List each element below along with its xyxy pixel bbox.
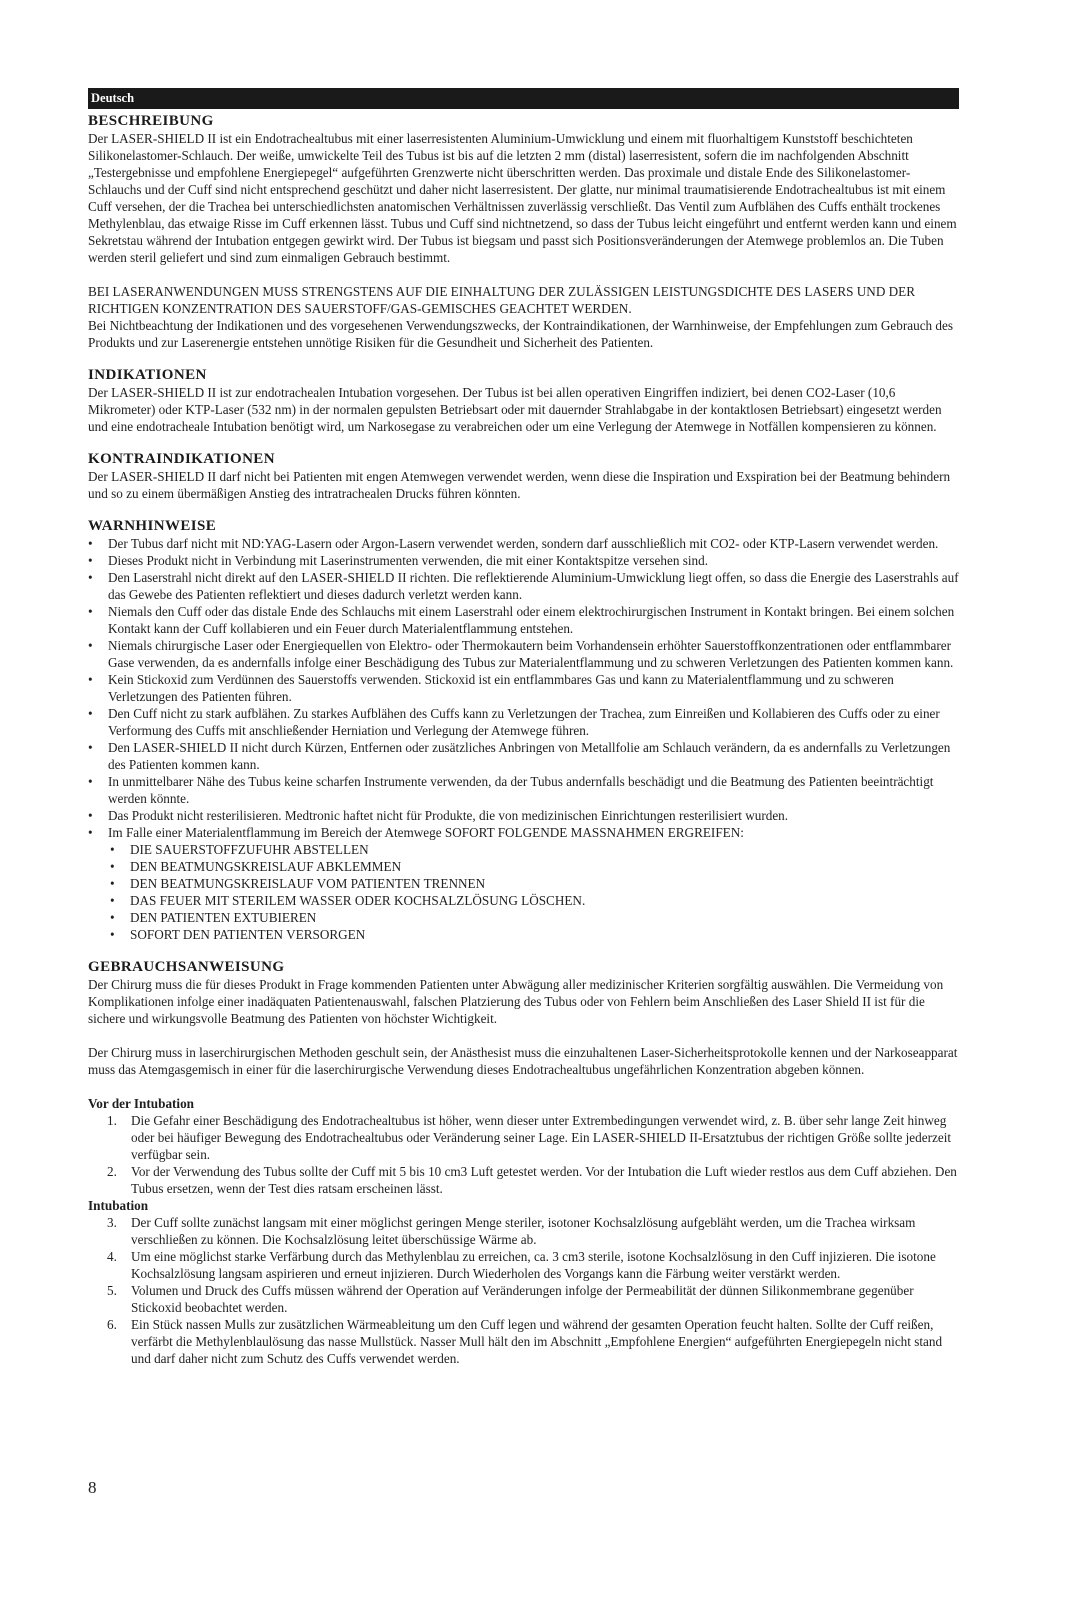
section-gebrauchsanweisung <box>88 959 959 1367</box>
list-item: • DAS FEUER MIT STERILEM WASSER ODER KOCHSALZLÖSUNG LÖSCHEN. <box>110 892 959 909</box>
document-page <box>88 88 959 1383</box>
emergency-sublist <box>88 841 959 943</box>
paragraph: Der LASER-SHIELD II ist zur endotrachealen Intubation vorgesehen. Der Tubus ist bei allen operativen Eingriffen indiziert, bei denen CO2-Laser (10,6 Mikrometer) oder KTP-Laser (532 nm) in der normalen gepulsten Betriebsart oder mit dauernder Strahlabgabe in der kontaktlosen Betriebsart) eingesetzt werden und eine endotracheale Intubation benötigt wird, um Narkosegase zu verabreichen oder um eine Verlegung der Atemwege in Notfällen kompensieren zu können. <box>88 385 942 434</box>
step-text: Volumen und Druck des Cuffs müssen während der Operation auf Veränderungen infolge der Permeabilität der dünnen Silikonmembrane gegenüber Stickoxid beobachtet werden. <box>131 1283 914 1315</box>
list-item <box>88 1282 959 1316</box>
list-item <box>88 1214 959 1248</box>
step-text: Ein Stück nassen Mulls zur zusätzlichen Wärmeableitung um den Cuff legen und während der gesamten Operation feucht halten. Sollte der Cuff reißen, verfärbt die Methylenblaulösung das nasse Mullstück. Nasser Mull hält den im Abschnitt „Empfohlene Energien“ aufgeführten Energiepegeln nicht stand und darf daher nicht zum Schutz des Cuffs verwendet werden. <box>131 1317 943 1366</box>
paragraph: Der Chirurg muss in laserchirurgischen Methoden geschult sein, der Anästhesist muss die einzuhaltenen Laser-Sicherheitsprotokolle kennen und der Narkoseapparat muss das Atemgasgemisch in einer für die laserchirurgische Verwendung dieses Endotrachealtubus ungefährlichen Konzentration abgeben können. <box>88 1045 958 1077</box>
list-item <box>88 1163 959 1197</box>
section-indikationen <box>88 367 959 435</box>
list-item <box>88 1316 959 1367</box>
steps-intubation <box>88 1214 959 1367</box>
list-item: • Das Produkt nicht resterilisieren. Medtronic haftet nicht für Produkte, die von medizinischen Einrichtungen resterilisiert wurden. <box>88 807 959 824</box>
step-number: 5. <box>107 1283 117 1298</box>
list-item: • Im Falle einer Materialentflammung im Bereich der Atemwege SOFORT FOLGENDE MASSNAHMEN ERGREIFEN: <box>88 824 959 841</box>
heading-warnhinweise: WARNHINWEISE <box>88 518 217 534</box>
list-item: • DIE SAUERSTOFFZUFUHR ABSTELLEN <box>110 841 959 858</box>
list-item: • Den Laserstrahl nicht direkt auf den LASER-SHIELD II richten. Die reflektierende Aluminium-Umwicklung liegt offen, so dass die Energie des Laserstrahls auf das Gewebe des Patienten reflektiert und dieses dadurch verletzt werden kann. <box>88 569 959 603</box>
warning-list <box>88 535 959 841</box>
list-item <box>88 1112 959 1163</box>
list-item: • Der Tubus darf nicht mit ND:YAG-Lasern oder Argon-Lasern verwendet werden, sondern darf ausschließlich mit CO2- oder KTP-Lasern verwendet werden. <box>88 535 959 552</box>
heading-gebrauchsanweisung: GEBRAUCHSANWEISUNG <box>88 959 285 975</box>
step-text: Um eine möglichst starke Verfärbung durch das Methylenblau zu erreichen, ca. 3 cm3 sterile, isotone Kochsalzlösung in den Cuff injizieren. Die isotone Kochsalzlösung langsam aspirieren und erneut injizieren. Durch Wiederholen des Vorgangs kann die Färbung weiter verstärkt werden. <box>131 1249 936 1281</box>
step-number: 3. <box>107 1215 117 1230</box>
paragraph: Der Chirurg muss die für dieses Produkt in Frage kommenden Patienten unter Abwägung aller medizinischer Kriterien sorgfältig auswählen. Die Vermeidung von Komplikationen infolge einer inadäquaten Patientenauswahl, falschen Platzierung des Tubus oder von Fehlern beim Anschließen des Laser Shield II ist für die sichere und wirkungsvolle Beatmung des Patienten von höchster Wichtigkeit. <box>88 977 944 1026</box>
subheading-vor-der-intubation: Vor der Intubation <box>88 1096 195 1111</box>
list-item: • DEN PATIENTEN EXTUBIEREN <box>110 909 959 926</box>
list-item: • DEN BEATMUNGSKREISLAUF VOM PATIENTEN TRENNEN <box>110 875 959 892</box>
list-item: • In unmittelbarer Nähe des Tubus keine scharfen Instrumente verwenden, da der Tubus andernfalls beschädigt und die Beatmung des Patienten beeinträchtigt werden könnte. <box>88 773 959 807</box>
list-item: • DEN BEATMUNGSKREISLAUF ABKLEMMEN <box>110 858 959 875</box>
paragraph: Bei Nichtbeachtung der Indikationen und des vorgesehenen Verwendungszwecks, der Kontraindikationen, der Warnhinweise, der Empfehlungen zum Gebrauch des Produkts und zur Laserenergie entstehen unnötige Risiken für die Gesundheit und Sicherheit des Patienten. <box>88 318 954 350</box>
list-item <box>88 1248 959 1282</box>
section-beschreibung <box>88 113 959 351</box>
heading-kontraindikationen: KONTRAINDIKATIONEN <box>88 451 275 467</box>
list-item: • SOFORT DEN PATIENTEN VERSORGEN <box>110 926 959 943</box>
paragraph: Der LASER-SHIELD II darf nicht bei Patienten mit engen Atemwegen verwendet werden, wenn diese die Inspiration und Exspiration bei der Beatmung behindern und so zu einem übermäßigen Anstieg des intratrachealen Drucks führen könnten. <box>88 469 951 501</box>
list-item: • Niemals chirurgische Laser oder Energiequellen von Elektro- oder Thermokautern beim Vorhandensein erhöhter Sauerstoffkonzentrationen oder entflammbarer Gase verwenden, da es andernfalls infolge einer Beschädigung des Tubus zur Materialentflammung und zu schweren Verletzungen des Patienten kommen kann. <box>88 637 959 671</box>
step-text: Der Cuff sollte zunächst langsam mit einer möglichst geringen Menge steriler, isotoner Kochsalzlösung aufgebläht werden, um die Trachea wirksam verschließen zu können. Die Kochsalzlösung leitet überschüssige Wärme ab. <box>131 1215 916 1247</box>
list-item: • Kein Stickoxid zum Verdünnen des Sauerstoffs verwenden. Stickoxid ist ein entflammbares Gas und kann zu Materialentflammung und zu schweren Verletzungen des Patienten führen. <box>88 671 959 705</box>
step-number: 6. <box>107 1317 117 1332</box>
section-kontraindikationen <box>88 451 959 502</box>
heading-beschreibung: BESCHREIBUNG <box>88 113 214 129</box>
step-text: Vor der Verwendung des Tubus sollte der Cuff mit 5 bis 10 cm3 Luft getestet werden. Vor der Intubation die Luft wieder restlos aus dem Cuff abziehen. Den Tubus ersetzen, wenn der Test dies ratsam erscheinen lässt. <box>131 1164 957 1196</box>
page-number: 8 <box>88 1478 97 1497</box>
steps-vor-der-intubation <box>88 1112 959 1197</box>
step-number: 2. <box>107 1164 117 1179</box>
heading-indikationen: INDIKATIONEN <box>88 367 207 383</box>
list-item: • Den Cuff nicht zu stark aufblähen. Zu starkes Aufblähen des Cuffs kann zu Verletzungen der Trachea, zum Einreißen und Kollabieren des Cuffs oder zu einer Verformung des Cuffs mit anschließender Herniation und Verlegung der Atemwege führen. <box>88 705 959 739</box>
step-number: 4. <box>107 1249 117 1264</box>
list-item: • Den LASER-SHIELD II nicht durch Kürzen, Entfernen oder zusätzliches Anbringen von Metallfolie am Schlauch verändern, da es andernfalls zu Verletzungen des Patienten kommen kann. <box>88 739 959 773</box>
language-bar: Deutsch <box>88 88 959 109</box>
paragraph: Der LASER-SHIELD II ist ein Endotrachealtubus mit einer laserresistenten Aluminium-Umwicklung und einem mit fluorhaltigem Kunststoff beschichteten Silikonelastomer-Schlauch. Der weiße, umwickelte Teil des Tubus ist bis auf die letzten 2 mm (distal) laserresistent, sofern die im nachfolgenden Abschnitt „Testergebnisse und empfohlene Energiepegel“ aufgeführten Grenzwerte nicht überschritten werden. Das proximale und distale Ende des Silikonelastomer-Schlauchs und der Cuff sind nicht entsprechend geschützt und daher nicht laserresistent. Der glatte, nur minimal traumatisierende Endotrachealtubus ist mit einem Cuff versehen, der die Trachea bei unterschiedlichsten anatomischen Verhältnissen zuverlässig verschließt. Das Ventil zum Aufblähen des Cuffs enthält trockenes Methylenblau, das etwaige Risse im Cuff erkennen lässt. Tubus und Cuff sind nichtnetzend, so dass der Tubus leicht eingeführt und entfernt werden kann und einem Sekretstau während der Intubation entgegen gewirkt wird. Der Tubus ist biegsam und passt sich Positionsveränderungen der Atemwege problemlos an. Die Tuben werden steril geliefert und sind zum einmaligen Gebrauch bestimmt. <box>88 131 957 265</box>
paragraph: BEI LASERANWENDUNGEN MUSS STRENGSTENS AUF DIE EINHALTUNG DER ZULÄSSIGEN LEISTUNGSDICHTE DES LASERS UND DER RICHTIGEN KONZENTRATION DES SAUERSTOFF/GAS-GEMISCHES GEACHTET WERDEN. <box>88 284 916 316</box>
subheading-intubation: Intubation <box>88 1198 149 1213</box>
step-number: 1. <box>107 1113 117 1128</box>
section-warnhinweise <box>88 518 959 943</box>
list-item: • Dieses Produkt nicht in Verbindung mit Laserinstrumenten verwenden, die mit einer Kontaktspitze versehen sind. <box>88 552 959 569</box>
list-item: • Niemals den Cuff oder das distale Ende des Schlauchs mit einem Laserstrahl oder einem elektrochirurgischen Instrument in Kontakt bringen. Bei einem solchen Kontakt kann der Cuff kollabieren und ein Feuer durch Materialentflammung entstehen. <box>88 603 959 637</box>
step-text: Die Gefahr einer Beschädigung des Endotrachealtubus ist höher, wenn dieser unter Extrembedingungen verwendet wird, z. B. über sehr lange Zeit hinweg oder bei häufiger Bewegung des Endotrachealtubus oder Veränderung seiner Lage. Ein LASER-SHIELD II-Ersatztubus der richtigen Größe sollte jederzeit verfügbar sein. <box>131 1113 952 1162</box>
